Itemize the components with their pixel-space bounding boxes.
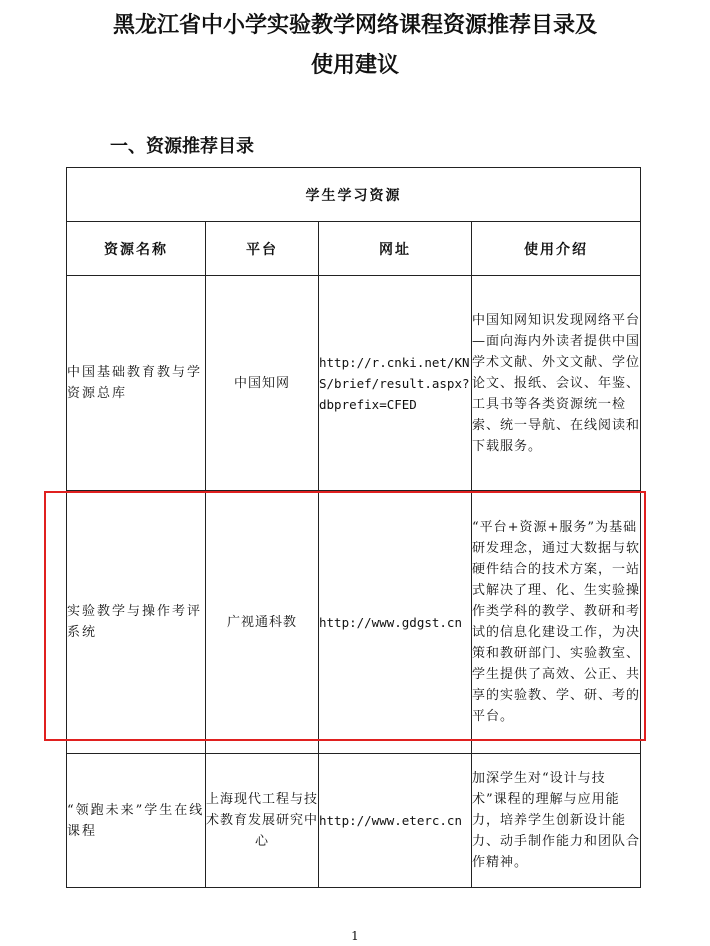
column-header-url: 网址 [319,222,472,276]
resource-intro: “平台+资源+服务”为基础研发理念，通过大数据与软硬件结合的技术方案，一站式解决了理、化、生实验操作类学科的教学、教研和考试的信息化建设工作，为决策和教研部门、实验教室、学生提供了高效、公正、共享的实验教、学、研、考的平台。 [472,491,641,754]
resource-intro: 中国知网知识发现网络平台—面向海内外读者提供中国学术文献、外文文献、学位论文、报纸、会议、年鉴、工具书等各类资源统一检索、统一导航、在线阅读和下载服务。 [472,276,641,491]
column-header-name: 资源名称 [67,222,206,276]
table-row [67,491,641,754]
section-heading: 一、资源推荐目录 [110,136,254,157]
column-header-platform: 平台 [206,222,319,276]
resource-intro: 加深学生对“设计与技术”课程的理解与应用能力，培养学生创新设计能力、动手制作能力和团队合作精神。 [472,754,641,888]
column-header-intro: 使用介绍 [472,222,641,276]
resource-platform: 广视通科教 [206,491,319,754]
page-number: 1 [351,929,359,943]
resource-url[interactable]: http://www.eterc.cn [319,754,472,888]
table-row [67,754,641,888]
resource-platform: 中国知网 [206,276,319,491]
resource-name: “领跑未来”学生在线课程 [67,754,206,888]
resource-name: 中国基础教育教与学资源总库 [67,276,206,491]
table-row [67,276,641,491]
table-caption: 学生学习资源 [67,168,641,222]
resource-url[interactable]: http://r.cnki.net/KNS/brief/result.aspx?dbprefix=CFED [319,276,472,491]
title-line-2: 使用建议 [310,53,399,78]
title-line-1: 黑龙江省中小学实验教学网络课程资源推荐目录及 [112,13,597,38]
resource-url[interactable]: http://www.gdgst.cn [319,491,472,754]
document-title [0,6,710,86]
resource-platform: 上海现代工程与技术教育发展研究中心 [206,754,319,888]
resource-name: 实验教学与操作考评系统 [67,491,206,754]
resource-table [66,167,641,888]
